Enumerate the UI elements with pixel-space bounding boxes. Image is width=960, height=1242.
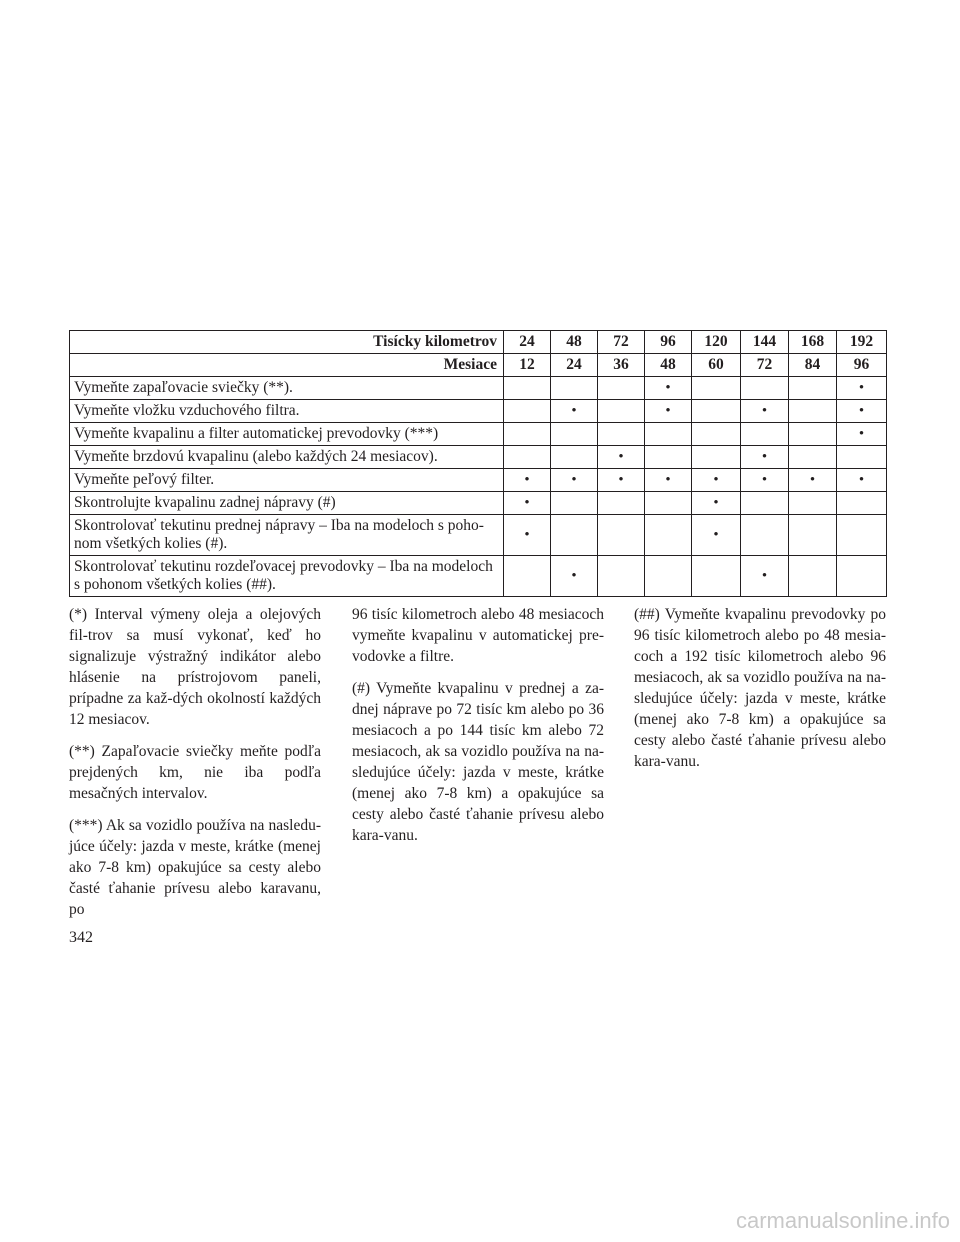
service-due-bullet: • <box>692 492 741 515</box>
service-empty-cell <box>504 423 551 446</box>
service-empty-cell <box>837 556 887 597</box>
months-header-cell: 24 <box>551 354 598 377</box>
service-due-bullet: • <box>504 469 551 492</box>
service-empty-cell <box>504 400 551 423</box>
service-item-label: Vymeňte peľový filter. <box>70 469 504 492</box>
service-empty-cell <box>741 492 789 515</box>
service-due-bullet: • <box>741 446 789 469</box>
note-paragraph: (***) Ak sa vozidlo používa na nasledu-júce účely: jazda v meste, krátke (menej ako 7-8 km) opakujúce sa cesty alebo časté ťahanie prívesu alebo karavanu, po <box>69 817 321 918</box>
service-empty-cell <box>789 377 837 400</box>
km-header-row <box>70 331 887 354</box>
months-header-cell: 84 <box>789 354 837 377</box>
service-empty-cell <box>598 400 645 423</box>
table-row <box>70 446 887 469</box>
service-empty-cell <box>645 492 692 515</box>
service-empty-cell <box>645 515 692 556</box>
table-row <box>70 515 887 556</box>
service-empty-cell <box>837 492 887 515</box>
service-empty-cell <box>692 446 741 469</box>
service-due-bullet: • <box>837 469 887 492</box>
km-header-cell: 144 <box>741 331 789 354</box>
service-empty-cell <box>837 515 887 556</box>
table-row <box>70 556 887 597</box>
notes-column-1 <box>69 604 321 931</box>
service-empty-cell <box>504 556 551 597</box>
service-due-bullet: • <box>789 469 837 492</box>
service-empty-cell <box>789 492 837 515</box>
service-empty-cell <box>645 423 692 446</box>
note-paragraph: (**) Zapaľovacie sviečky meňte podľa prejdených km, nie iba podľa mesačných intervalov. <box>69 743 321 802</box>
table-row <box>70 377 887 400</box>
km-header-cell: 192 <box>837 331 887 354</box>
table-row <box>70 423 887 446</box>
service-empty-cell <box>598 377 645 400</box>
service-empty-cell <box>692 400 741 423</box>
notes-column-3 <box>634 604 886 783</box>
service-empty-cell <box>789 423 837 446</box>
service-empty-cell <box>598 423 645 446</box>
km-header-cell: 24 <box>504 331 551 354</box>
service-empty-cell <box>837 446 887 469</box>
service-due-bullet: • <box>551 556 598 597</box>
months-header-label: Mesiace <box>70 354 504 377</box>
service-item-label: Vymeňte brzdovú kvapalinu (alebo každých 24 mesiacov). <box>70 446 504 469</box>
service-due-bullet: • <box>837 400 887 423</box>
service-empty-cell <box>789 446 837 469</box>
service-empty-cell <box>692 556 741 597</box>
service-empty-cell <box>741 377 789 400</box>
service-empty-cell <box>741 515 789 556</box>
service-empty-cell <box>504 377 551 400</box>
service-empty-cell <box>789 556 837 597</box>
months-header-cell: 72 <box>741 354 789 377</box>
service-due-bullet: • <box>645 377 692 400</box>
service-empty-cell <box>598 492 645 515</box>
note-paragraph: (#) Vymeňte kvapalinu v prednej a za-dnej náprave po 72 tisíc km alebo po 36 mesiacoch a po 144 tisíc km alebo 72 mesiacoch, ak sa vozidlo používa na na-sledujúce účely: jazda v meste, krátke (menej ako 7-8 km) a opakujúce sa cesty alebo časté ťahanie prívesu alebo kara-vanu. <box>352 680 604 844</box>
service-item-label: Vymeňte kvapalinu a filter automatickej prevodovky (***) <box>70 423 504 446</box>
km-header-cell: 48 <box>551 331 598 354</box>
months-header-cell: 96 <box>837 354 887 377</box>
service-empty-cell <box>504 446 551 469</box>
km-header-cell: 120 <box>692 331 741 354</box>
service-empty-cell <box>789 515 837 556</box>
table-row <box>70 400 887 423</box>
service-due-bullet: • <box>598 446 645 469</box>
service-due-bullet: • <box>504 515 551 556</box>
service-due-bullet: • <box>692 469 741 492</box>
service-empty-cell <box>692 377 741 400</box>
notes-column-2 <box>352 604 604 857</box>
table-row <box>70 492 887 515</box>
page-number: 342 <box>69 929 93 946</box>
service-due-bullet: • <box>741 556 789 597</box>
service-item-label: Skontrolovať tekutinu rozdeľovacej prevodovky – Iba na modeloch s pohonom všetkých kolies (##). <box>70 556 504 597</box>
table-row <box>70 469 887 492</box>
service-due-bullet: • <box>645 400 692 423</box>
service-due-bullet: • <box>837 377 887 400</box>
service-empty-cell <box>551 423 598 446</box>
note-paragraph: 96 tisíc kilometroch alebo 48 mesiacoch vymeňte kvapalinu v automatickej pre-vodovke a filtre. <box>352 606 604 665</box>
schedule-body <box>70 377 887 597</box>
service-due-bullet: • <box>551 469 598 492</box>
service-empty-cell <box>789 400 837 423</box>
service-empty-cell <box>551 492 598 515</box>
km-header-cell: 96 <box>645 331 692 354</box>
km-header-cell: 72 <box>598 331 645 354</box>
service-empty-cell <box>551 446 598 469</box>
service-item-label: Skontrolovať tekutinu prednej nápravy – Iba na modeloch s poho-nom všetkých kolies (#). <box>70 515 504 556</box>
months-header-cell: 48 <box>645 354 692 377</box>
service-due-bullet: • <box>551 400 598 423</box>
service-item-label: Skontrolujte kvapalinu zadnej nápravy (#) <box>70 492 504 515</box>
months-header-cell: 60 <box>692 354 741 377</box>
service-empty-cell <box>551 515 598 556</box>
note-paragraph: (##) Vymeňte kvapalinu prevodovky po 96 tisíc kilometroch alebo po 48 mesia-coch a 192 tisíc kilometroch alebo 96 mesiacoch, ak sa vozidlo používa na na-sledujúce účely: jazda v meste, krátke (menej ako 7-8 km) a opakujúce sa cesty alebo časté ťahanie prívesu alebo kara-vanu. <box>634 606 886 770</box>
service-empty-cell <box>692 423 741 446</box>
service-empty-cell <box>645 556 692 597</box>
service-due-bullet: • <box>837 423 887 446</box>
months-header-cell: 36 <box>598 354 645 377</box>
service-item-label: Vymeňte vložku vzduchového filtra. <box>70 400 504 423</box>
service-due-bullet: • <box>741 469 789 492</box>
service-empty-cell <box>598 556 645 597</box>
months-header-cell: 12 <box>504 354 551 377</box>
service-empty-cell <box>598 515 645 556</box>
months-header-row <box>70 354 887 377</box>
service-due-bullet: • <box>692 515 741 556</box>
watermark-text: carmanualsonline.info <box>735 1208 950 1233</box>
service-due-bullet: • <box>645 469 692 492</box>
service-due-bullet: • <box>741 400 789 423</box>
service-due-bullet: • <box>598 469 645 492</box>
service-empty-cell <box>645 446 692 469</box>
km-header-label: Tisícky kilometrov <box>70 331 504 354</box>
maintenance-schedule-table <box>69 330 887 597</box>
note-paragraph: (*) Interval výmeny oleja a olejových fil-trov sa musí vykonať, keď ho signalizuje výstražný indikátor alebo hlásenie na prístrojovom paneli, prípadne za kaž-dých okolností každých 12 mesiacov. <box>69 606 321 728</box>
service-item-label: Vymeňte zapaľovacie sviečky (**). <box>70 377 504 400</box>
service-empty-cell <box>551 377 598 400</box>
km-header-cell: 168 <box>789 331 837 354</box>
service-empty-cell <box>741 423 789 446</box>
service-due-bullet: • <box>504 492 551 515</box>
